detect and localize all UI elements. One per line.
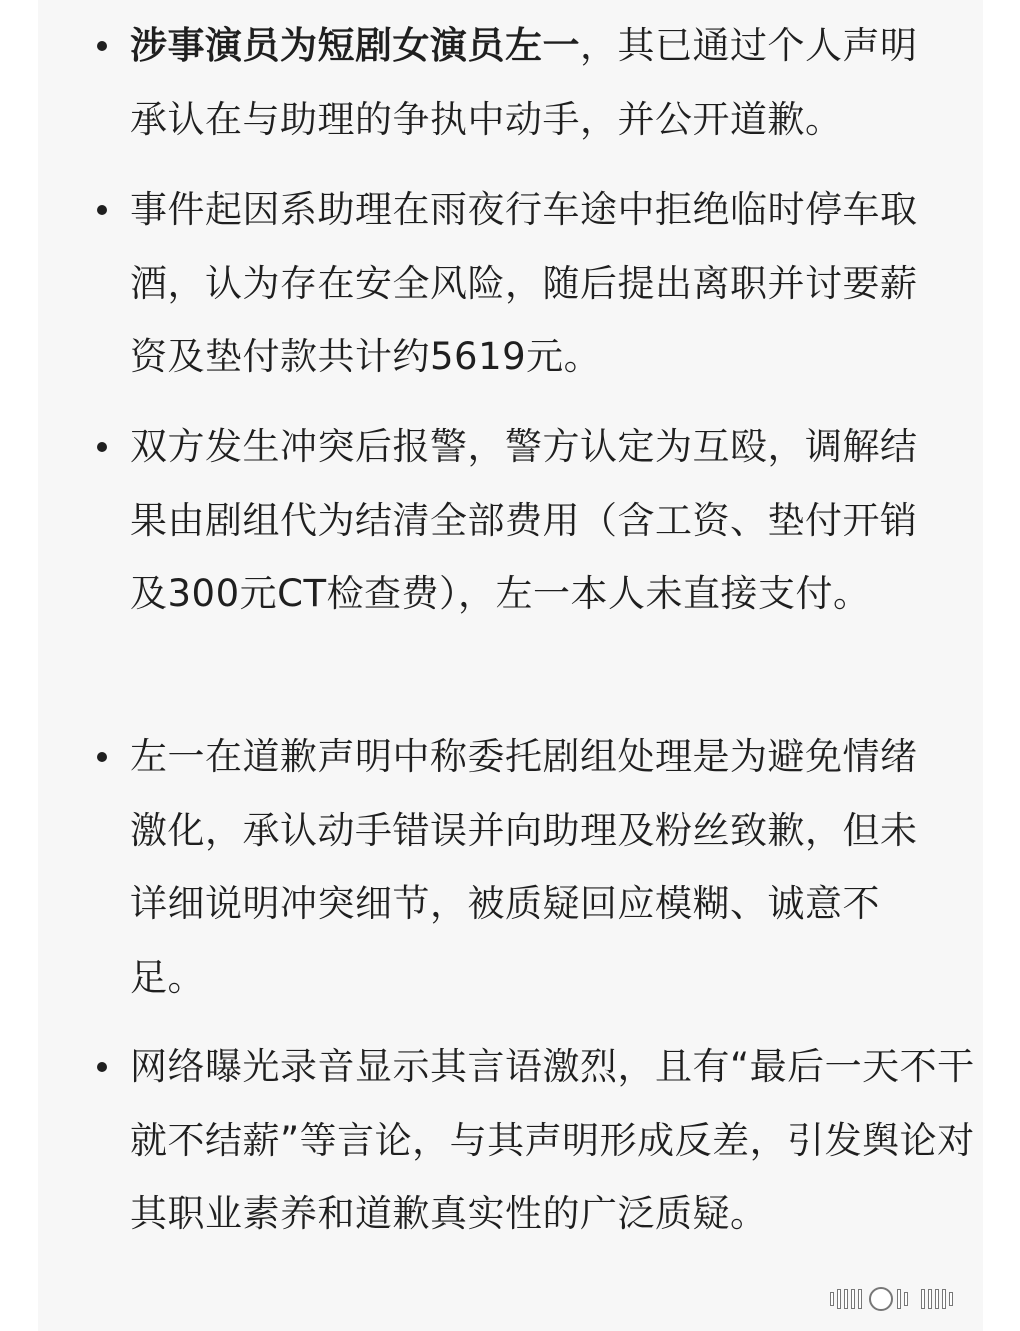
highlight-text: 涉事演员为短剧女演员左一 bbox=[130, 24, 580, 67]
watermark-bar bbox=[897, 1289, 901, 1309]
watermark-circle bbox=[869, 1287, 893, 1311]
watermark-bar bbox=[942, 1289, 946, 1309]
watermark-bar bbox=[904, 1292, 908, 1306]
watermark-bar bbox=[858, 1289, 862, 1309]
watermark-bar bbox=[837, 1289, 841, 1309]
list-item-text: 双方发生冲突后报警，警方认定为互殴，调解结果由剧组代为结清全部费用（含工资、垫付开销及300元CT检查费），左一本人未直接支付。 bbox=[130, 425, 918, 615]
bullet-icon bbox=[97, 41, 107, 51]
content-card bbox=[38, 0, 983, 1331]
watermark-bar bbox=[851, 1289, 855, 1309]
watermark-bar bbox=[928, 1289, 932, 1309]
watermark-bar bbox=[830, 1292, 834, 1306]
body-text: ，其已通过个人声明承认在与助理的争执中动手，并公开道歉。 bbox=[130, 24, 918, 141]
watermark-bar bbox=[844, 1289, 848, 1309]
list-item-text: 网络曝光录音显示其言语激烈，且有“最后一天不干就不结薪”等言论，与其声明形成反差，引发舆论对其职业素养和道歉真实性的广泛质疑。 bbox=[130, 1045, 975, 1235]
list-item-text bbox=[130, 9, 950, 156]
bullet-icon bbox=[97, 1062, 107, 1072]
watermark-logo bbox=[830, 1282, 1000, 1316]
list-item-text: 左一在道歉声明中称委托剧组处理是为避免情绪激化，承认动手错误并向助理及粉丝致歉，但未详细说明冲突细节，被质疑回应模糊、诚意不足。 bbox=[130, 735, 918, 999]
bullet-icon bbox=[97, 442, 107, 452]
watermark-bar bbox=[921, 1289, 925, 1309]
watermark-bar bbox=[949, 1292, 953, 1306]
bullet-icon bbox=[97, 205, 107, 215]
list-item-text: 事件起因系助理在雨夜行车途中拒绝临时停车取酒，认为存在安全风险，随后提出离职并讨要薪资及垫付款共计约5619元。 bbox=[130, 188, 918, 378]
watermark-bar bbox=[935, 1289, 939, 1309]
bullet-icon bbox=[97, 752, 107, 762]
